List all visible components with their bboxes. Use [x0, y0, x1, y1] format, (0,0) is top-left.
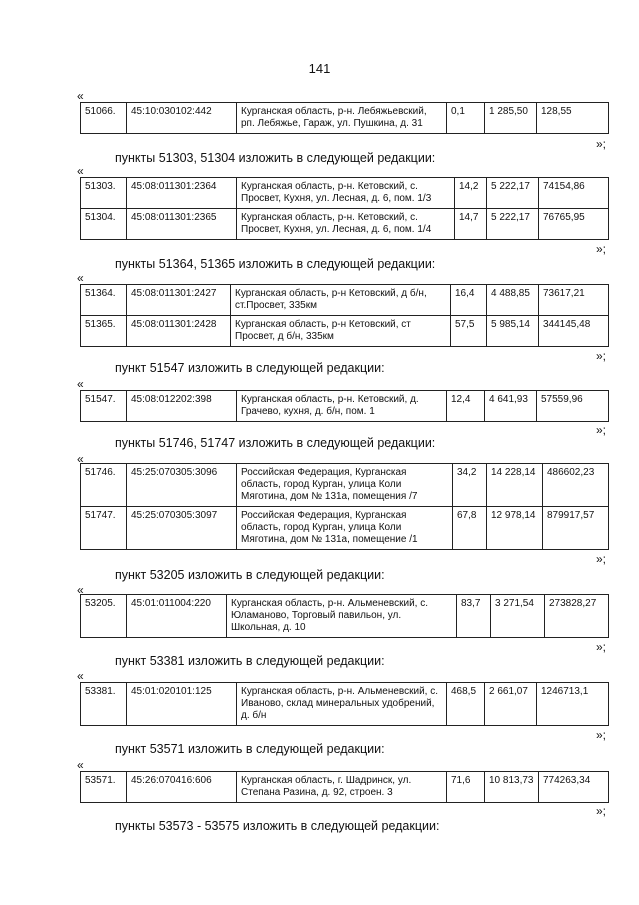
- cell-num: 53381.: [81, 683, 127, 726]
- cell-area: 67,8: [453, 507, 487, 550]
- cell-area: 34,2: [453, 464, 487, 507]
- cell-address: Курганская область, р-н. Кетовский, с. Просвет, Кухня, ул. Лесная, д. 6, пом. 1/4: [237, 209, 455, 240]
- cell-num: 51066.: [81, 103, 127, 134]
- cell-area: 468,5: [447, 683, 485, 726]
- cell-price: 14 228,14: [487, 464, 543, 507]
- cell-price: 5 985,14: [487, 316, 539, 347]
- cell-area: 12,4: [447, 391, 485, 422]
- quote-open: «: [77, 271, 84, 285]
- quote-close: »;: [595, 349, 606, 363]
- table-row: [81, 464, 609, 507]
- table-row: [81, 595, 609, 638]
- cell-value: 73617,21: [539, 285, 609, 316]
- cell-price: 12 978,14: [487, 507, 543, 550]
- amendment-instruction: пункты 51364, 51365 изложить в следующей редакции:: [115, 257, 436, 271]
- quote-close: »;: [595, 552, 606, 566]
- cell-cadastre: 45:08:011301:2364: [127, 178, 237, 209]
- table-row: [81, 391, 609, 422]
- quote-open: «: [77, 89, 84, 103]
- cell-price: 10 813,73: [485, 772, 539, 803]
- cell-cadastre: 45:10:030102:442: [127, 103, 237, 134]
- cell-num: 53571.: [81, 772, 127, 803]
- cell-address: Курганская область, г. Шадринск, ул. Степана Разина, д. 92, строен. 3: [237, 772, 447, 803]
- cell-cadastre: 45:25:070305:3096: [127, 464, 237, 507]
- cell-address: Курганская область, р-н. Альменевский, с. Юламаново, Торговый павильон, ул. Школьная, д. 10: [227, 595, 457, 638]
- quote-open: «: [77, 452, 84, 466]
- cell-address: Курганская область, р-н Кетовский, ст Просвет, д б/н, 335км: [231, 316, 451, 347]
- amendment-instruction: пункты 53573 - 53575 изложить в следующей редакции:: [115, 819, 440, 833]
- quote-open: «: [77, 377, 84, 391]
- cell-value: 74154,86: [539, 178, 609, 209]
- cell-address: Курганская область, р-н. Лебяжьевский, рп. Лебяжье, Гараж, ул. Пушкина, д. 31: [237, 103, 447, 134]
- record-table: [80, 594, 609, 638]
- cell-area: 71,6: [447, 772, 485, 803]
- cell-price: 5 222,17: [487, 209, 539, 240]
- cell-value: 344145,48: [539, 316, 609, 347]
- cell-address: Курганская область, р-н. Кетовский, д. Грачево, кухня, д. б/н, пом. 1: [237, 391, 447, 422]
- quote-open: «: [77, 758, 84, 772]
- table-row: [81, 316, 609, 347]
- cell-value: 879917,57: [543, 507, 609, 550]
- table-row: [81, 772, 609, 803]
- cell-cadastre: 45:08:011301:2365: [127, 209, 237, 240]
- record-table: [80, 682, 609, 726]
- cell-value: 57559,96: [537, 391, 609, 422]
- cell-cadastre: 45:08:011301:2427: [127, 285, 231, 316]
- record-table: [80, 463, 609, 550]
- quote-close: »;: [595, 728, 606, 742]
- amendment-instruction: пункт 53381 изложить в следующей редакции:: [115, 654, 385, 668]
- cell-area: 16,4: [451, 285, 487, 316]
- cell-cadastre: 45:08:011301:2428: [127, 316, 231, 347]
- cell-cadastre: 45:01:011004:220: [127, 595, 227, 638]
- cell-price: 4 641,93: [485, 391, 537, 422]
- cell-cadastre: 45:25:070305:3097: [127, 507, 237, 550]
- cell-area: 14,7: [455, 209, 487, 240]
- cell-num: 51547.: [81, 391, 127, 422]
- record-table: [80, 102, 609, 134]
- cell-value: 774263,34: [539, 772, 609, 803]
- cell-address: Российская Федерация, Курганская область, город Курган, улица Коли Мяготина, дом № 131а, помещения /7: [237, 464, 453, 507]
- amendment-instruction: пункт 53571 изложить в следующей редакции:: [115, 742, 385, 756]
- cell-value: 1246713,1: [537, 683, 609, 726]
- cell-num: 51303.: [81, 178, 127, 209]
- cell-value: 486602,23: [543, 464, 609, 507]
- cell-address: Курганская область, р-н. Альменевский, с. Иваново, склад минеральных удобрений, д. б/н: [237, 683, 447, 726]
- cell-num: 51365.: [81, 316, 127, 347]
- record-table: [80, 771, 609, 803]
- cell-price: 5 222,17: [487, 178, 539, 209]
- table-row: [81, 209, 609, 240]
- quote-close: »;: [595, 640, 606, 654]
- table-row: [81, 507, 609, 550]
- record-table: [80, 284, 609, 347]
- cell-cadastre: 45:26:070416:606: [127, 772, 237, 803]
- amendment-instruction: пункты 51746, 51747 изложить в следующей редакции:: [115, 436, 436, 450]
- cell-cadastre: 45:01:020101:125: [127, 683, 237, 726]
- cell-value: 128,55: [537, 103, 609, 134]
- cell-num: 51304.: [81, 209, 127, 240]
- cell-num: 51746.: [81, 464, 127, 507]
- quote-open: «: [77, 583, 84, 597]
- cell-price: 3 271,54: [491, 595, 545, 638]
- amendment-instruction: пункты 51303, 51304 изложить в следующей редакции:: [115, 151, 436, 165]
- table-row: [81, 103, 609, 134]
- table-row: [81, 178, 609, 209]
- cell-address: Курганская область, р-н. Кетовский, с. Просвет, Кухня, ул. Лесная, д. 6, пом. 1/3: [237, 178, 455, 209]
- quote-close: »;: [595, 804, 606, 818]
- quote-open: «: [77, 669, 84, 683]
- amendment-instruction: пункт 51547 изложить в следующей редакции:: [115, 361, 385, 375]
- cell-value: 76765,95: [539, 209, 609, 240]
- cell-price: 1 285,50: [485, 103, 537, 134]
- cell-cadastre: 45:08:012202:398: [127, 391, 237, 422]
- page-number: 141: [308, 61, 331, 76]
- quote-close: »;: [595, 423, 606, 437]
- amendment-instruction: пункт 53205 изложить в следующей редакции:: [115, 568, 385, 582]
- cell-address: Российская Федерация, Курганская область, город Курган, улица Коли Мяготина, дом № 131а, помещение /1: [237, 507, 453, 550]
- cell-num: 51747.: [81, 507, 127, 550]
- cell-area: 0,1: [447, 103, 485, 134]
- cell-price: 2 661,07: [485, 683, 537, 726]
- record-table: [80, 390, 609, 422]
- record-table: [80, 177, 609, 240]
- quote-close: »;: [595, 242, 606, 256]
- cell-num: 53205.: [81, 595, 127, 638]
- cell-num: 51364.: [81, 285, 127, 316]
- cell-value: 273828,27: [545, 595, 609, 638]
- quote-open: «: [77, 164, 84, 178]
- cell-address: Курганская область, р-н Кетовский, д б/н, ст.Просвет, 335км: [231, 285, 451, 316]
- cell-area: 57,5: [451, 316, 487, 347]
- cell-area: 83,7: [457, 595, 491, 638]
- quote-close: »;: [595, 137, 606, 151]
- table-row: [81, 285, 609, 316]
- cell-price: 4 488,85: [487, 285, 539, 316]
- cell-area: 14,2: [455, 178, 487, 209]
- table-row: [81, 683, 609, 726]
